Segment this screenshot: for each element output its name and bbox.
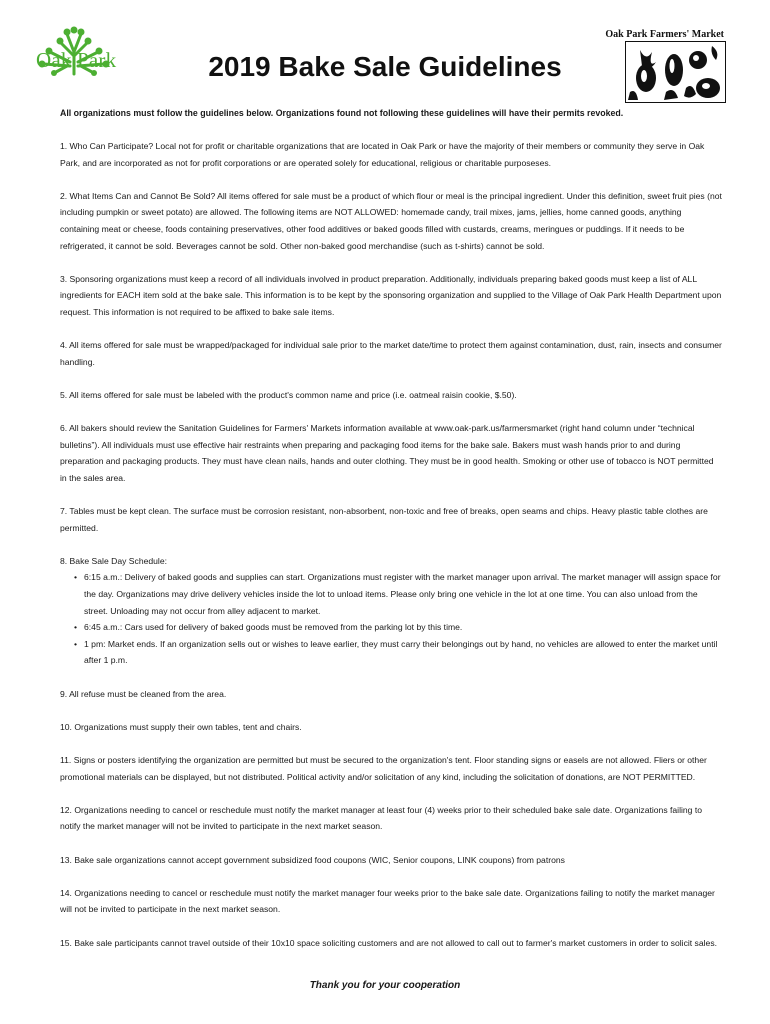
bullet-icon: • bbox=[74, 638, 78, 649]
produce-illustration-icon bbox=[626, 42, 725, 102]
guideline-8-schedule bbox=[60, 553, 722, 669]
guideline-11: 11. Signs or posters identifying the organization are permitted but must be secured to the organization's tent. Floor standing signs or easels are not allowed. Fliers or other promotional materials can be displayed, but not distributed. Political activity and/or solicitation of any kind, including the solicitation of donations, are NOT PERMITTED. bbox=[60, 754, 707, 782]
schedule-item-text: 6:45 a.m.: Cars used for delivery of baked goods must be removed from the parking lot by this time. bbox=[84, 622, 463, 633]
guideline-4: 4. All items offered for sale must be wrapped/packaged for individual sale prior to the market date/time to protect them against contamination, dust, rain, insects and consumer handling. bbox=[60, 340, 722, 367]
intro-statement: All organizations must follow the guidelines below. Organizations found not following these guidelines will have their permits revoked. bbox=[60, 108, 624, 118]
schedule-item-text: 6:15 a.m.: Delivery of baked goods and supplies can start. Organizations must register with the market manager upon arrival. The market manager will assign space for the day. Organizations may drive delivery vehicles inside the lot to unload items. Please only bring one vehicle in the lot at one time. You can also unload from the street. Unloading may not occur from alley adjacent to market. bbox=[84, 572, 721, 616]
schedule-item-text: 1 pm: Market ends. If an organization sells out or wishes to leave earlier, they must carry their belongings out by hand, no vehicles are allowed to enter the market until after 1 p.m. bbox=[84, 638, 718, 666]
guideline-1: 1. Who Can Participate? Local not for profit or charitable organizations that are located in Oak Park or have the majority of their members or community they serve in Oak Park, and are incorporated as not for profit corporations or are operated solely for educational, religious or charitable purposeses. bbox=[60, 141, 705, 168]
guideline-13: 13. Bake sale organizations cannot accept government subsidized food coupons (WIC, Senior coupons, LINK coupons) from patrons bbox=[60, 854, 565, 865]
guideline-6: 6. All bakers should review the Sanitation Guidelines for Farmers' Markets information available at www.oak-park.us/farmersmarket (right hand column under “technical bulletins”). All individuals must use effective hair restraints when preparing and packaging food items for the bake sale. Bakers must wash hands prior to and during preparation and packaging products. They must have clean nails, hands and outer clothing. They must be in good health. Smoking or other use of tobacco is NOT permitted in the sales area. bbox=[60, 423, 714, 483]
guideline-5: 5. All items offered for sale must be labeled with the product's common name and price (i.e. oatmeal raisin cookie, $.50). bbox=[60, 389, 517, 400]
schedule-item bbox=[60, 636, 722, 669]
logo-text: Oak Park bbox=[36, 48, 117, 72]
guideline-2: 2. What Items Can and Cannot Be Sold? All items offered for sale must be a product of which flour or meal is the principal ingredient. Under this definition, sweet fruit pies (not including pumpkin or sweet potato) are allowed. The following items are NOT ALLOWED: homemade candy, trail mixes, jams, jellies, home canned goods, anything containing meat or cheese, foods containing preservatives, other food additives or baked goods filled with custards, creams, meringues or puddings. If it needs to be refrigerated, it cannot be sold. Beverages cannot be sold. Other non-baked good merchandise (such as t-shirts) cannot be sold. bbox=[60, 190, 722, 251]
guideline-14: 14. Organizations needing to cancel or reschedule must notify the market manager four weeks prior to the bake sale date. Organizations failing to notify the market manager will not be invited to participate in the next market season. bbox=[60, 887, 715, 915]
guideline-10: 10. Organizations must supply their own tables, tent and chairs. bbox=[60, 721, 302, 732]
guideline-9: 9. All refuse must be cleaned from the area. bbox=[60, 688, 227, 699]
schedule-item bbox=[60, 569, 722, 619]
guideline-3: 3. Sponsoring organizations must keep a record of all individuals involved in product preparation. Additionally, individuals preparing baked goods must keep a list of ALL ingredients for EACH item sold at the bake sale. This information is to be kept by the sponsoring organization and supplied to the Village of Oak Park Health Department upon request. This information is not required to be affixed to bake sale items. bbox=[60, 273, 722, 317]
bullet-icon: • bbox=[74, 622, 78, 633]
guideline-15: 15. Bake sale participants cannot travel outside of their 10x10 space soliciting customers and are not allowed to call out to farmer's market customers in order to solicit sales. bbox=[60, 937, 717, 948]
guidelines-body bbox=[60, 138, 722, 968]
footer-thanks: Thank you for your cooperation bbox=[309, 980, 461, 991]
page-title: 2019 Bake Sale Guidelines bbox=[208, 51, 562, 82]
guideline-12: 12. Organizations needing to cancel or reschedule must notify the market manager at least four (4) weeks prior to their scheduled bake sale date. Organizations failing to notify the market manager will not be invited to participate in the next market season. bbox=[60, 804, 703, 832]
bullet-icon: • bbox=[74, 572, 78, 583]
market-logo-label: Oak Park Farmers' Market bbox=[605, 29, 724, 40]
market-logo bbox=[625, 41, 726, 103]
guideline-7: 7. Tables must be kept clean. The surface must be corrosion resistant, non-absorbent, non-toxic and free of breaks, open seams and chips. Heavy plastic table clothes are permitted. bbox=[60, 506, 708, 533]
schedule-heading: 8. Bake Sale Day Schedule: bbox=[60, 555, 168, 566]
schedule-item bbox=[60, 619, 722, 636]
